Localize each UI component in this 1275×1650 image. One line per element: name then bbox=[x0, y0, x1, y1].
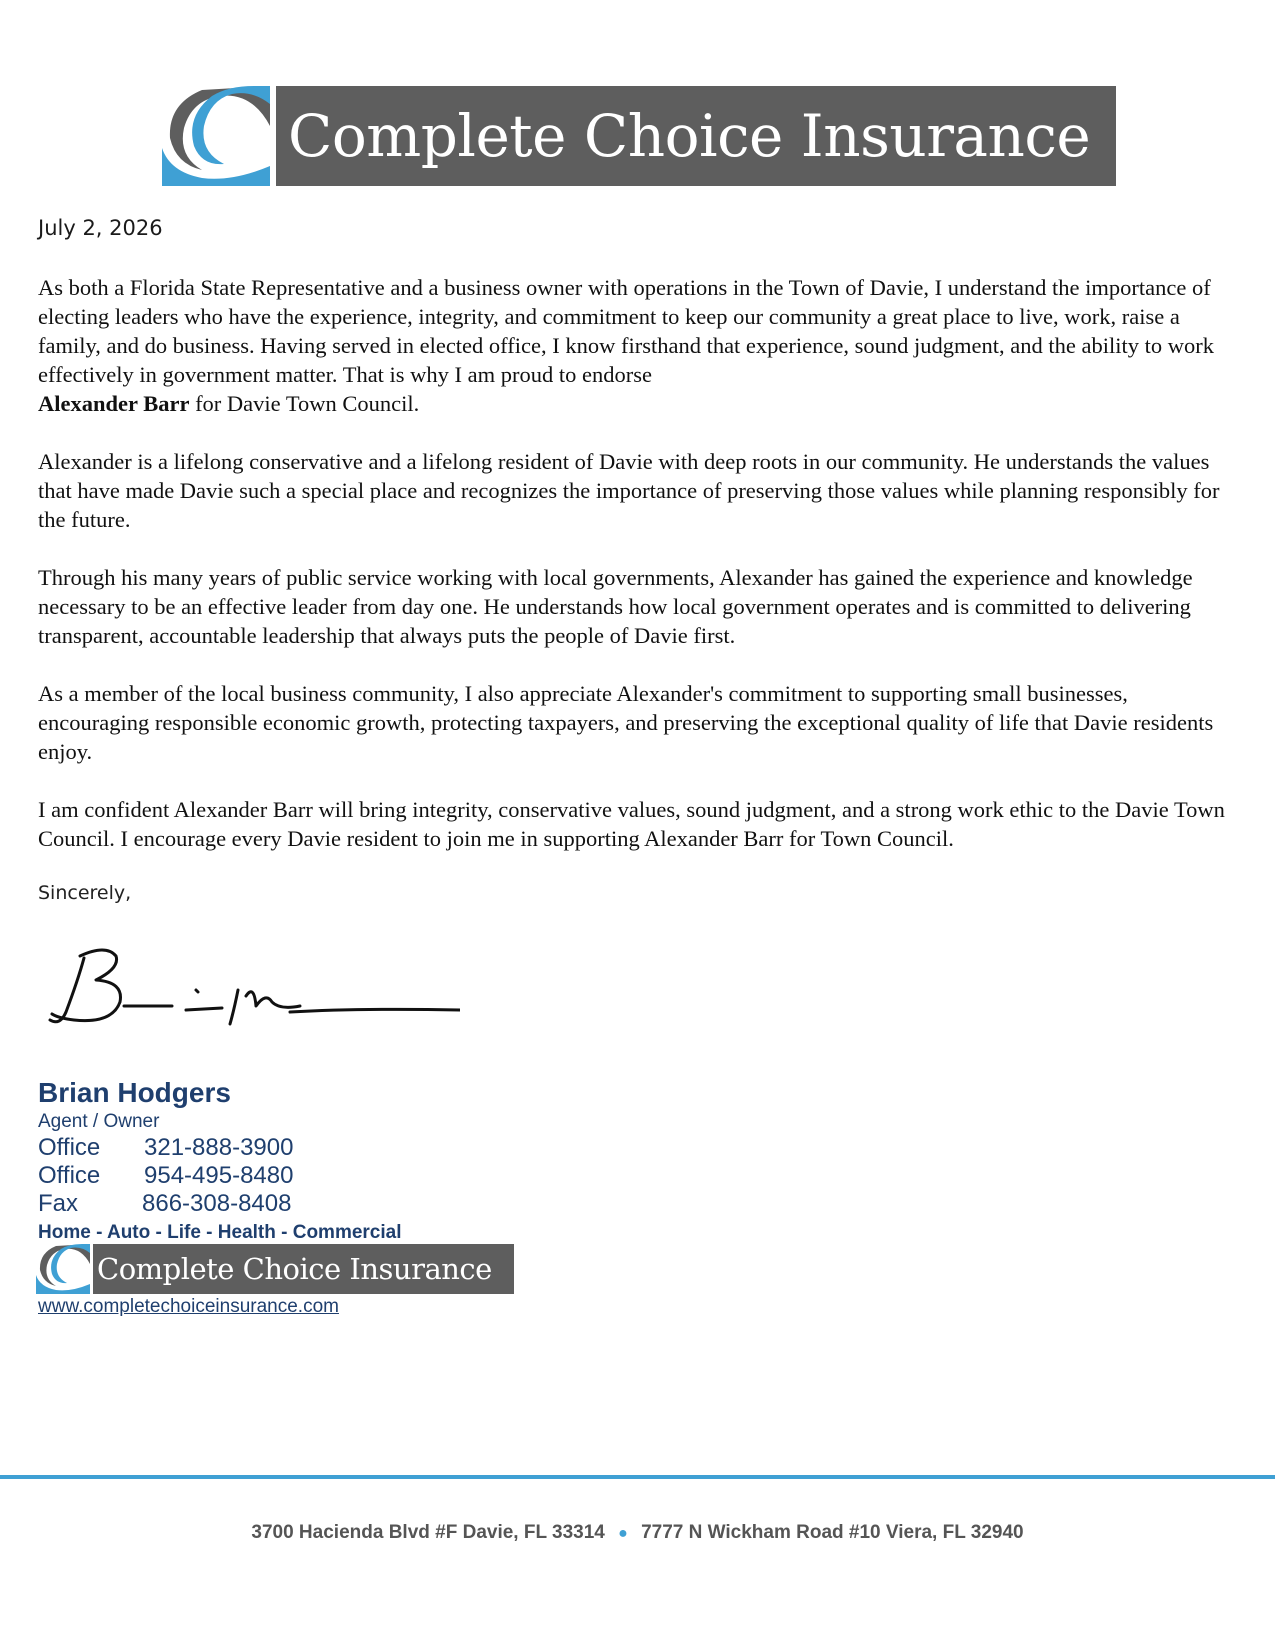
letter-date: July 2, 2026 bbox=[38, 216, 163, 240]
address-viera: 7777 N Wickham Road #10 Viera, FL 32940 bbox=[641, 1522, 1024, 1543]
candidate-name: Alexander Barr bbox=[38, 391, 190, 416]
paragraph-1: As both a Florida State Representative and a business owner with operations in the Town of Davie, I understand the importance of electing leaders who have the experience, integrity, and commitment to keep our community a great place to live, work, raise a family, and do business. Having served in elected office, I know firsthand that experience, sound judgment, and the ability to work effectively in government matter. That is why I am proud to endorse Alexander Barr for Davie Town Council. bbox=[38, 275, 1214, 416]
closing: Sincerely, bbox=[38, 882, 132, 904]
signature-logo bbox=[36, 1244, 514, 1294]
paragraph-5: I am confident Alexander Barr will bring integrity, conservative values, sound judgment, and a strong work ethic to the Davie Town Council. I encourage every Davie resident to join me in supporting Alexander Barr for Town Council. bbox=[38, 797, 1225, 851]
fax-number: 866-308-8408 bbox=[142, 1190, 292, 1217]
paragraph-3: Through his many years of public service working with local governments, Alexander has gained the experience and knowledge necessary to be an effective leader from day one. He understands how local government operates and is committed to delivering transparent, accountable leadership that always puts the people of Davie first. bbox=[38, 565, 1193, 648]
phone-office-2: 954-495-8480 bbox=[144, 1162, 294, 1189]
website-link[interactable]: www.completechoiceinsurance.com bbox=[38, 1296, 339, 1317]
signer-title: Agent / Owner bbox=[38, 1111, 160, 1132]
contact-fax: Fax 866-308-8408 bbox=[38, 1190, 292, 1217]
handwritten-signature bbox=[40, 940, 460, 1030]
bullet-dot-icon: ● bbox=[618, 1525, 628, 1542]
letter-body bbox=[38, 273, 1238, 882]
signature-block bbox=[38, 1076, 402, 1246]
header-logo bbox=[162, 86, 1116, 186]
contact-office-2: Office 954-495-8480 bbox=[38, 1162, 294, 1189]
paragraph-2: Alexander is a lifelong conservative and a lifelong resident of Davie with deep roots in our community. He understands the values that have made Davie such a special place and recognizes the importance of preserving those values while planning responsibly for the future. bbox=[38, 449, 1220, 532]
logo-wordmark: Complete Choice Insurance bbox=[276, 86, 1116, 186]
logo-wordmark-small: Complete Choice Insurance bbox=[93, 1244, 514, 1294]
signer-name: Brian Hodgers bbox=[38, 1077, 231, 1108]
contact-office-1: Office 321-888-3900 bbox=[38, 1134, 294, 1161]
insurance-lines: Home - Auto - Life - Health - Commercial bbox=[38, 1222, 402, 1243]
phone-office-1: 321-888-3900 bbox=[144, 1134, 294, 1161]
paragraph-4: As a member of the local business community, I also appreciate Alexander's commitment to supporting small businesses, encouraging responsible economic growth, protecting taxpayers, and preserving the exceptional quality of life that Davie residents enjoy. bbox=[38, 681, 1214, 764]
logo-swoosh-small-icon bbox=[36, 1244, 90, 1294]
address-davie: 3700 Hacienda Blvd #F Davie, FL 33314 bbox=[251, 1522, 605, 1543]
footer-divider bbox=[0, 1475, 1275, 1479]
footer-addresses bbox=[0, 1522, 1275, 1544]
logo-swoosh-icon bbox=[162, 86, 270, 186]
